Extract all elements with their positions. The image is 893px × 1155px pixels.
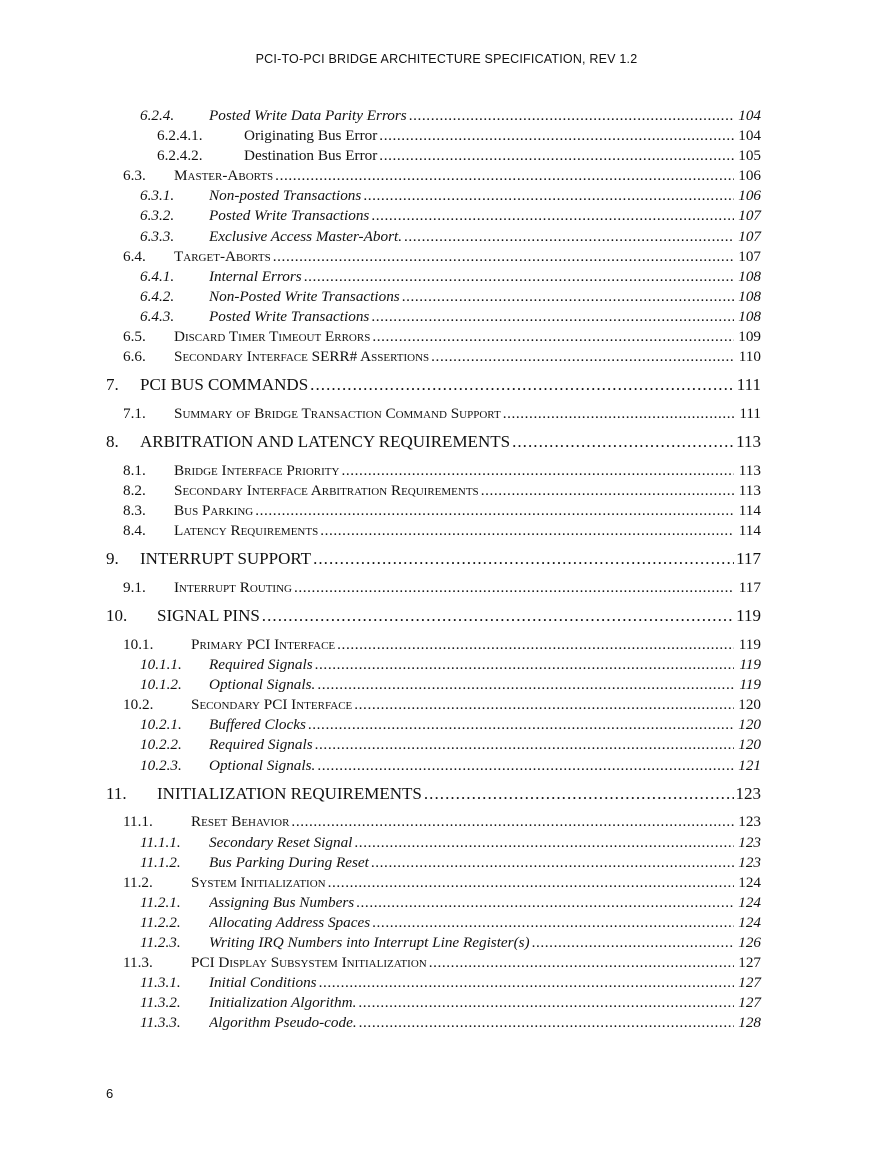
- toc-entry-title: Buffered Clocks: [209, 715, 308, 735]
- toc-entry[interactable]: [0, 933, 893, 953]
- toc-entry-number: 8.4.: [123, 522, 146, 540]
- page-number: 6: [106, 1086, 114, 1101]
- toc-entry-page: 108: [736, 267, 761, 287]
- toc-entry-title: Internal Errors: [209, 267, 304, 287]
- toc-entry-title: Algorithm Pseudo-code.: [209, 1013, 359, 1033]
- toc-entry-number: 6.6.: [123, 348, 146, 366]
- dot-leader: [371, 206, 734, 226]
- toc-entry-number: 10.1.: [123, 635, 154, 653]
- toc-entry[interactable]: [0, 247, 893, 267]
- toc-entry[interactable]: [0, 780, 893, 809]
- toc-entry-page: 127: [736, 953, 761, 973]
- dot-leader: [313, 545, 734, 574]
- toc-entry-title: Initial Conditions: [209, 973, 319, 993]
- dot-leader: [317, 756, 734, 776]
- dot-leader: [532, 933, 734, 953]
- toc-entry-number: 6.3.3.: [140, 227, 175, 245]
- toc-entry-number: 6.2.4.2.: [157, 147, 203, 165]
- toc-entry-page: 119: [737, 655, 761, 675]
- dot-leader: [328, 873, 734, 893]
- toc-entry-number: 6.2.4.1.: [157, 127, 203, 145]
- toc-entry[interactable]: [0, 186, 893, 206]
- toc-entry-number: 7.: [106, 375, 119, 395]
- dot-leader: [320, 521, 734, 541]
- toc-entry[interactable]: [0, 521, 893, 541]
- toc-entry[interactable]: [0, 371, 893, 400]
- toc-entry-title: Writing IRQ Numbers into Interrupt Line Register(s): [209, 933, 532, 953]
- dot-leader: [273, 247, 734, 267]
- toc-entry-title: SIGNAL PINS: [157, 602, 262, 631]
- toc-entry-title: Bus Parking: [174, 501, 255, 521]
- toc-entry-page: 106: [736, 166, 761, 186]
- toc-entry-number: 6.3.1.: [140, 187, 175, 205]
- toc-entry-title: Latency Requirements: [174, 521, 320, 541]
- toc-entry-page: 124: [736, 893, 761, 913]
- toc-entry-number: 10.1.2.: [140, 676, 182, 694]
- dot-leader: [354, 833, 734, 853]
- dot-leader: [481, 481, 734, 501]
- toc-entry[interactable]: [0, 578, 893, 598]
- toc-entry-page: 119: [737, 675, 761, 695]
- toc-entry-page: 121: [736, 756, 761, 776]
- toc-entry-title: Bridge Interface Priority: [174, 461, 341, 481]
- toc-entry-number: 10.: [106, 606, 128, 626]
- dot-leader: [304, 267, 734, 287]
- toc-entry[interactable]: [0, 428, 893, 457]
- toc-entry[interactable]: [0, 206, 893, 226]
- dot-leader: [359, 1013, 734, 1033]
- toc-entry[interactable]: [0, 833, 893, 853]
- toc-entry-title: Secondary Interface Arbitration Requirements: [174, 481, 481, 501]
- toc-entry-page: 124: [736, 913, 761, 933]
- toc-entry-number: 10.2.3.: [140, 756, 182, 774]
- toc-entry-page: 120: [736, 735, 761, 755]
- dot-leader: [341, 461, 734, 481]
- toc-entry-number: 6.4.: [123, 247, 146, 265]
- toc-entry-page: 111: [737, 404, 761, 424]
- toc-entry-number: 11.2.3.: [140, 933, 181, 951]
- toc-entry-page: 120: [736, 715, 761, 735]
- toc-entry-title: Non-Posted Write Transactions: [209, 287, 402, 307]
- dot-leader: [262, 602, 734, 631]
- dot-leader: [371, 307, 734, 327]
- toc-entry-page: 114: [737, 521, 761, 541]
- toc-entry-page: 119: [737, 635, 761, 655]
- toc-entry-title: Exclusive Access Master-Abort.: [209, 227, 404, 247]
- toc-entry-number: 6.4.2.: [140, 287, 175, 305]
- toc-entry-number: 9.1.: [123, 579, 146, 597]
- toc-entry[interactable]: [0, 695, 893, 715]
- dot-leader: [319, 973, 734, 993]
- toc-entry-title: System Initialization: [191, 873, 328, 893]
- toc-entry[interactable]: [0, 735, 893, 755]
- toc-entry-title: Destination Bus Error: [244, 146, 379, 166]
- toc-entry-number: 11.: [106, 783, 127, 803]
- toc-entry-page: 107: [736, 206, 761, 226]
- toc-entry-title: Optional Signals.: [209, 756, 317, 776]
- toc-entry-number: 8.: [106, 432, 119, 452]
- toc-entry-number: 11.3.1.: [140, 974, 181, 992]
- toc-entry-title: Required Signals: [209, 655, 315, 675]
- toc-entry-title: Posted Write Transactions: [209, 307, 371, 327]
- toc-entry[interactable]: [0, 756, 893, 776]
- toc-entry[interactable]: [0, 602, 893, 631]
- dot-leader: [358, 993, 734, 1013]
- table-of-contents: [0, 106, 893, 1033]
- toc-entry-title: Primary PCI Interface: [191, 635, 337, 655]
- toc-entry-title: Posted Write Transactions: [209, 206, 371, 226]
- toc-entry-number: 11.1.: [123, 813, 153, 831]
- dot-leader: [402, 287, 734, 307]
- toc-entry-number: 8.2.: [123, 482, 146, 499]
- dot-leader: [337, 635, 734, 655]
- toc-entry[interactable]: [0, 812, 893, 832]
- toc-entry-page: 109: [736, 327, 761, 347]
- toc-entry[interactable]: [0, 404, 893, 424]
- dot-leader: [409, 106, 734, 126]
- dot-leader: [363, 186, 734, 206]
- toc-entry-title: Master-Aborts: [174, 166, 275, 186]
- toc-entry-title: Discard Timer Timeout Errors: [174, 327, 372, 347]
- toc-entry[interactable]: [0, 675, 893, 695]
- toc-entry[interactable]: [0, 287, 893, 307]
- toc-entry-title: Reset Behavior: [191, 812, 291, 832]
- toc-entry[interactable]: [0, 166, 893, 186]
- toc-entry-title: PCI Display Subsystem Initialization: [191, 953, 429, 973]
- toc-entry-title: Required Signals: [209, 735, 315, 755]
- toc-entry-number: 11.3.3.: [140, 1014, 181, 1032]
- toc-entry-title: Secondary PCI Interface: [191, 695, 354, 715]
- toc-entry-number: 6.3.: [123, 167, 146, 185]
- toc-entry-page: 114: [737, 501, 761, 521]
- dot-leader: [379, 126, 734, 146]
- dot-leader: [356, 893, 734, 913]
- toc-entry-title: Optional Signals.: [209, 675, 317, 695]
- toc-entry-page: 105: [736, 146, 761, 166]
- toc-entry[interactable]: [0, 913, 893, 933]
- toc-entry-number: 7.1.: [123, 405, 146, 423]
- dot-leader: [372, 913, 734, 933]
- toc-entry-number: 10.2.: [123, 696, 154, 714]
- toc-entry-page: 107: [736, 227, 761, 247]
- toc-entry-page: 123: [734, 780, 762, 809]
- dot-leader: [291, 812, 734, 832]
- toc-entry-page: 123: [736, 812, 761, 832]
- toc-entry-number: 6.4.3.: [140, 307, 175, 325]
- toc-entry-title: INITIALIZATION REQUIREMENTS: [157, 780, 424, 809]
- dot-leader: [255, 501, 734, 521]
- toc-entry-page: 123: [736, 833, 761, 853]
- toc-entry-number: 11.2.: [123, 873, 153, 891]
- toc-entry-number: 8.1.: [123, 461, 146, 479]
- dot-leader: [354, 695, 734, 715]
- dot-leader: [429, 953, 734, 973]
- dot-leader: [315, 735, 734, 755]
- toc-entry[interactable]: [0, 655, 893, 675]
- dot-leader: [372, 327, 734, 347]
- toc-entry[interactable]: [0, 267, 893, 287]
- toc-entry-title: Secondary Interface SERR# Assertions: [174, 347, 431, 367]
- toc-entry[interactable]: [0, 481, 893, 501]
- toc-entry-title: Posted Write Data Parity Errors: [209, 106, 409, 126]
- toc-entry[interactable]: [0, 327, 893, 347]
- toc-entry-page: 110: [737, 347, 761, 367]
- toc-entry-page: 113: [737, 481, 761, 501]
- toc-entry-title: Non-posted Transactions: [209, 186, 363, 206]
- toc-entry-number: 9.: [106, 549, 119, 569]
- toc-entry[interactable]: [0, 893, 893, 913]
- toc-entry-number: 6.2.4.: [140, 107, 175, 124]
- toc-entry[interactable]: [0, 126, 893, 146]
- toc-entry-title: PCI BUS COMMANDS: [140, 371, 310, 400]
- toc-entry-page: 113: [737, 461, 761, 481]
- page-header: PCI-TO-PCI BRIDGE ARCHITECTURE SPECIFICATION, REV 1.2: [255, 52, 638, 66]
- toc-entry-number: 11.1.1.: [140, 833, 181, 851]
- toc-entry-title: Target-Aborts: [174, 247, 273, 267]
- toc-entry-page: 111: [735, 371, 761, 400]
- toc-entry-title: ARBITRATION AND LATENCY REQUIREMENTS: [140, 428, 512, 457]
- toc-entry-number: 10.2.2.: [140, 736, 182, 754]
- toc-entry-page: 127: [736, 973, 761, 993]
- toc-entry[interactable]: [0, 953, 893, 973]
- toc-entry-number: 6.3.2.: [140, 207, 175, 225]
- dot-leader: [404, 227, 734, 247]
- dot-leader: [294, 578, 734, 598]
- toc-entry-number: 6.4.1.: [140, 267, 175, 285]
- toc-entry-page: 104: [736, 106, 761, 126]
- toc-entry[interactable]: [0, 635, 893, 655]
- toc-entry[interactable]: [0, 1013, 893, 1033]
- toc-entry-title: Secondary Reset Signal: [209, 833, 354, 853]
- toc-entry-title: INTERRUPT SUPPORT: [140, 545, 313, 574]
- toc-entry-page: 124: [736, 873, 761, 893]
- dot-leader: [424, 780, 734, 809]
- toc-entry-number: 11.1.2.: [140, 853, 181, 871]
- toc-entry-number: 8.3.: [123, 502, 146, 520]
- dot-leader: [308, 715, 734, 735]
- toc-entry-title: Interrupt Routing: [174, 578, 294, 598]
- toc-entry[interactable]: [0, 307, 893, 327]
- toc-entry-title: Summary of Bridge Transaction Command Support: [174, 404, 503, 424]
- toc-entry[interactable]: [0, 873, 893, 893]
- toc-entry-number: 10.2.1.: [140, 716, 182, 734]
- toc-entry[interactable]: [0, 461, 893, 481]
- toc-entry[interactable]: [0, 545, 893, 574]
- toc-entry-page: 123: [736, 853, 761, 873]
- toc-entry[interactable]: [0, 501, 893, 521]
- toc-entry-number: 11.3.2.: [140, 994, 181, 1012]
- toc-entry-page: 128: [736, 1013, 761, 1033]
- toc-entry-number: 10.1.1.: [140, 656, 182, 674]
- toc-entry-page: 117: [734, 545, 761, 574]
- dot-leader: [275, 166, 734, 186]
- toc-entry-page: 120: [736, 695, 761, 715]
- toc-entry-title: Assigning Bus Numbers: [209, 893, 356, 913]
- toc-entry-number: 11.3.: [123, 954, 153, 972]
- toc-entry[interactable]: [0, 993, 893, 1013]
- toc-entry-page: 126: [736, 933, 761, 953]
- toc-entry-page: 107: [736, 247, 761, 267]
- toc-entry-page: 117: [737, 578, 761, 598]
- toc-entry[interactable]: [0, 227, 893, 247]
- dot-leader: [512, 428, 734, 457]
- toc-entry-number: 11.2.1.: [140, 893, 181, 911]
- dot-leader: [503, 404, 734, 424]
- toc-entry-page: 119: [734, 602, 761, 631]
- toc-entry-number: 6.5.: [123, 328, 146, 346]
- toc-entry-page: 113: [734, 428, 761, 457]
- toc-entry-page: 106: [736, 186, 761, 206]
- toc-entry-page: 108: [736, 307, 761, 327]
- toc-entry[interactable]: [0, 347, 893, 367]
- dot-leader: [371, 853, 734, 873]
- dot-leader: [431, 347, 734, 367]
- dot-leader: [315, 655, 734, 675]
- toc-entry-page: 108: [736, 287, 761, 307]
- toc-entry[interactable]: [0, 146, 893, 166]
- dot-leader: [317, 675, 734, 695]
- toc-entry-title: Originating Bus Error: [244, 126, 379, 146]
- toc-entry-title: Allocating Address Spaces: [209, 913, 372, 933]
- toc-entry-title: Bus Parking During Reset: [209, 853, 371, 873]
- dot-leader: [310, 371, 734, 400]
- toc-entry-title: Initialization Algorithm.: [209, 993, 358, 1013]
- toc-entry-number: 11.2.2.: [140, 913, 181, 931]
- toc-entry[interactable]: [0, 715, 893, 735]
- dot-leader: [379, 146, 734, 166]
- toc-entry-page: 127: [736, 993, 761, 1013]
- toc-entry[interactable]: [0, 853, 893, 873]
- toc-entry[interactable]: [0, 973, 893, 993]
- toc-entry[interactable]: [0, 106, 893, 126]
- toc-entry-page: 104: [736, 126, 761, 146]
